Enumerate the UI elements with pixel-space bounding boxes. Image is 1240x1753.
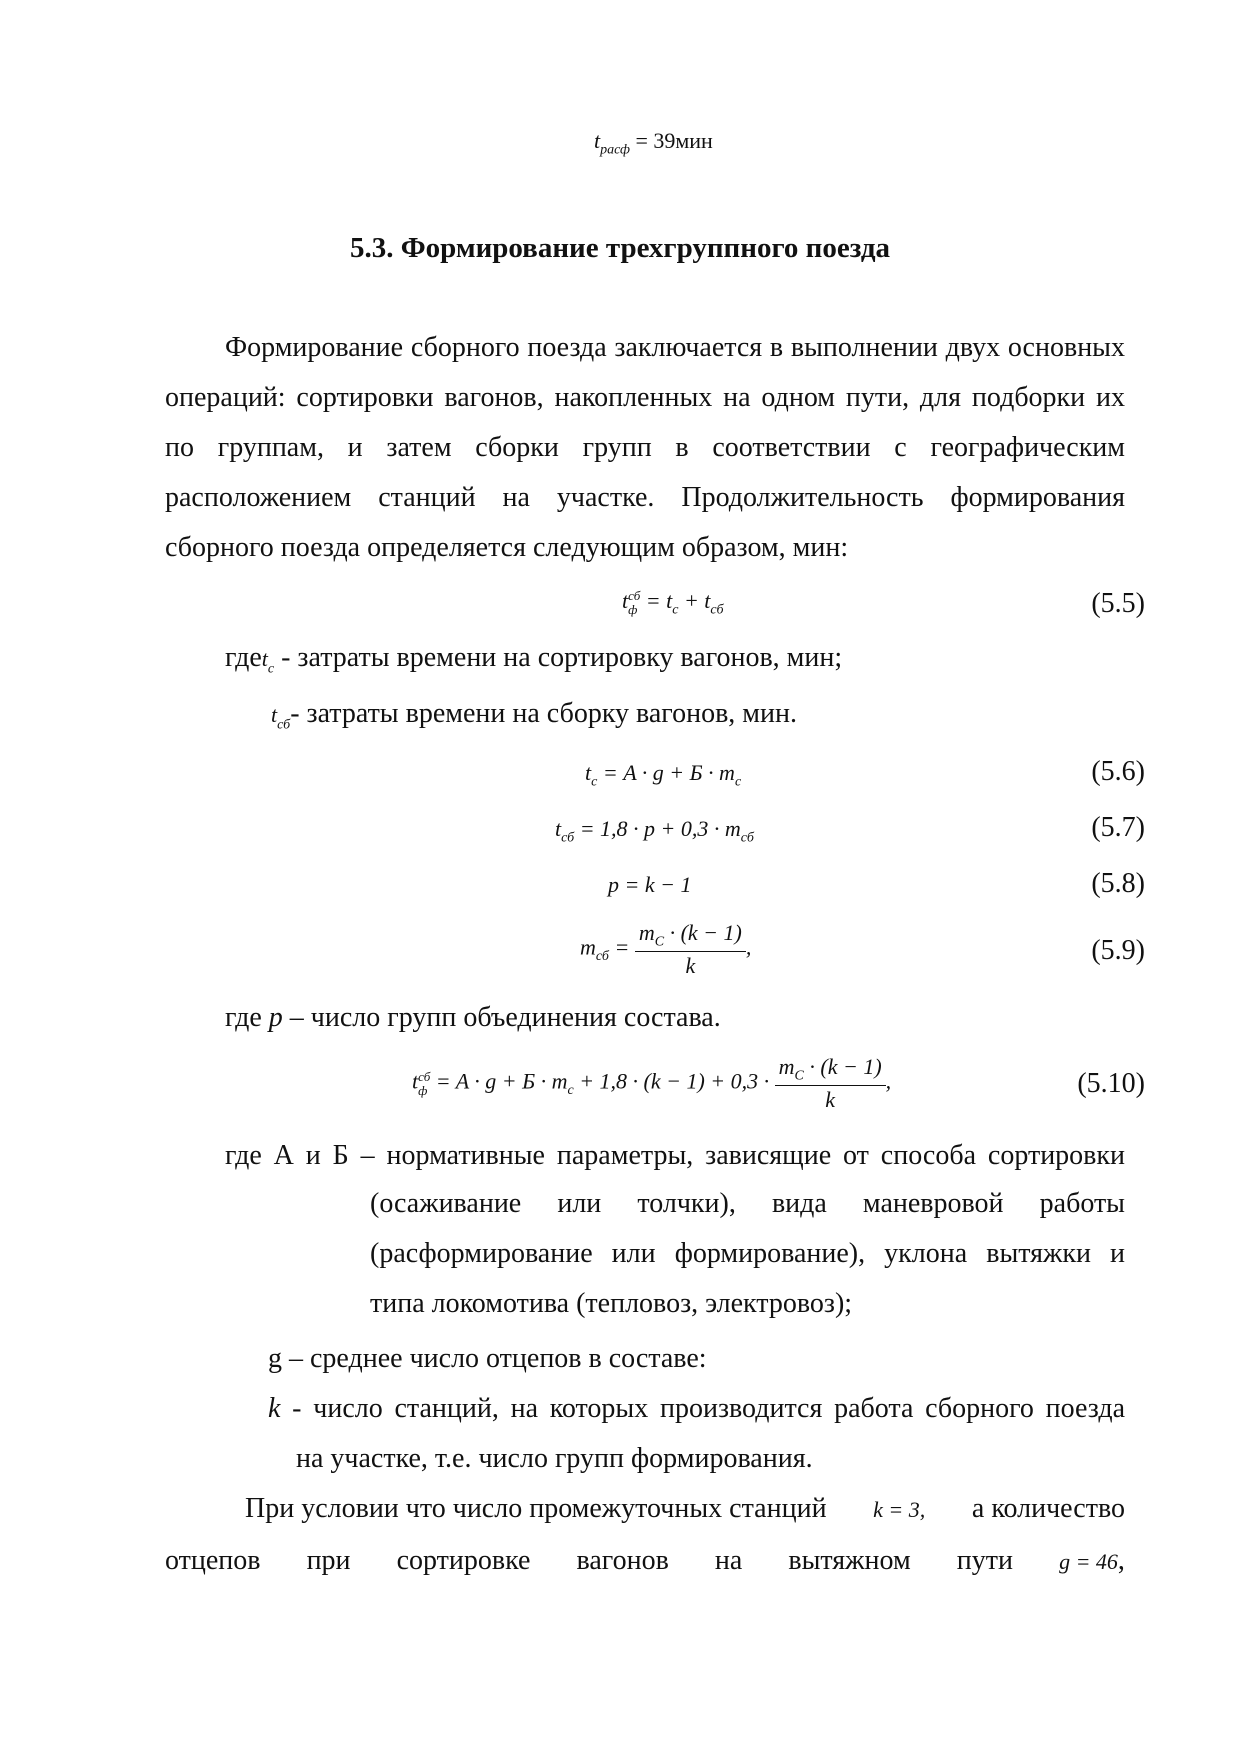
eq-5-7-lhs-sub: сб [561,830,575,846]
eq-5-5-sup: сб [628,587,641,603]
equation-number-5-9: (5.9) [1091,935,1145,966]
conclusion-word: вытяжном [788,1545,911,1576]
conclusion-g-value [1059,1545,1125,1577]
equation-5-7 [555,816,754,846]
eq-5-5-rhs2: + t [683,588,711,613]
where-k-var: k [268,1393,281,1424]
equation-5-10 [412,1054,891,1113]
conclusion-line-1 [245,1493,1125,1525]
conclusion-word: на [714,1545,743,1576]
equation-5-6 [585,760,741,790]
conclusion-word: пути [956,1545,1013,1576]
conclusion-word: при [306,1545,351,1576]
equation-number-5-10: (5.10) [1077,1068,1145,1099]
eq-5-9-eq: = [614,934,630,960]
equation-5-8: p = k − 1 [608,872,692,897]
eq-5-7-rhs: = 1,8 · p + 0,3 · m [579,816,741,841]
eq-5-10-t: t [412,1068,419,1094]
eq-5-10-denominator: k [825,1087,836,1113]
where-ab-continuation: (осаживание или толчки), вида маневровой работы (расформирование или формирование), уклона вытяжки и типа локомотива (тепловоз, электровоз); [370,1188,1125,1319]
eq-5-10-rhs2: + 1,8 · (k − 1) + 0,3 · [579,1068,770,1094]
eq-5-9-tail: , [745,934,752,960]
where-k-second-line: на участке, т.е. число групп формирования. [296,1443,813,1474]
eq-5-6-rhs-sub: с [734,774,742,790]
conclusion-k-value: k = 3, [873,1497,926,1522]
eq-5-10-rhs1: = A · g + Б · m [435,1068,568,1094]
eq-5-10-rhs1-sub: с [567,1083,574,1099]
eq-5-9-lhs: m [580,934,596,960]
eq-5-10-tail: , [885,1068,892,1094]
where-k-first-line [268,1393,1125,1425]
eq-5-7-lhs: t [555,816,562,841]
eq-5-9-denominator: k [685,953,696,979]
where-g: g – среднее число отцепов в составе: [268,1343,707,1374]
where-tsb-var: t [271,702,278,727]
eq-5-10-fraction [775,1054,886,1113]
eq-5-6-rhs: = A · g + Б · m [602,760,735,785]
conclusion-line1-text-a: При условии что число промежуточных станций [245,1493,827,1524]
eq-5-6-lhs: t [585,760,592,785]
top-formula [594,128,713,158]
where-tc [225,642,842,678]
conclusion-line-2 [165,1545,1125,1577]
where-tc-prefix: где [225,642,262,673]
top-formula-sub: расф [600,142,630,158]
eq-5-9-fraction [635,920,746,979]
where-tc-var-sub: с [267,661,275,677]
eq-5-5-rhs1-sub: с [672,602,679,618]
eq-5-7-rhs-sub: сб [740,830,754,846]
eq-5-9-numerator [635,920,746,952]
where-tsb [271,698,797,734]
where-tsb-text: - затраты времени на сборку вагонов, мин. [290,698,797,729]
eq-5-10-sub: ф [418,1082,428,1098]
where-tc-text: - затраты времени на сортировку вагонов, мин; [281,642,843,673]
equation-5-5 [622,588,724,618]
where-p [225,1002,721,1034]
eq-5-10-num-sub: C [794,1068,804,1084]
intro-paragraph: Формирование сборного поезда заключается в выполнении двух основных операций: сортировки вагонов, накопленных на одном пути, для подборки их по группам, и затем сборки групп в соответствии с географическим расположением станций на участке. Продолжительность формирования сборного поезда определяется следующим образом, мин: [165,332,1125,563]
section-title: 5.3. Формирование трехгруппного поезда [349,232,891,264]
eq-5-10-numerator [775,1054,886,1086]
eq-5-5-sub: ф [628,601,638,617]
where-tsb-var-sub: сб [277,717,291,733]
conclusion-g-tail: , [1117,1545,1125,1576]
conclusion-word: вагонов [576,1545,669,1576]
eq-5-5-t: t [622,588,629,613]
equation-number-5-6: (5.6) [1091,756,1145,787]
conclusion-line1-text-b: а количество [971,1493,1125,1524]
eq-5-9-lhs-sub: сб [595,949,609,965]
equation-number-5-8: (5.8) [1091,868,1145,899]
equation-number-5-7: (5.7) [1091,812,1145,843]
eq-5-5-rhs1: = t [645,588,673,613]
equation-5-9 [580,920,751,979]
top-formula-lhs: t [594,128,601,153]
conclusion-g-text: g = 46 [1059,1549,1118,1574]
top-formula-rhs: = 39мин [635,128,713,153]
equation-number-5-5: (5.5) [1091,588,1145,619]
eq-5-9-num-sub: C [654,934,665,950]
eq-5-9-num-m: m [638,920,655,945]
eq-5-5-rhs2-sub: сб [710,602,724,618]
where-k-text: - число станций, на которых производится работа сборного поезда [280,1393,1125,1424]
eq-5-10-num-m: m [778,1054,795,1079]
eq-5-10-num-rest: · (k − 1) [803,1054,882,1079]
conclusion-word: отцепов [165,1545,261,1576]
eq-5-9-num-rest: · (k − 1) [664,920,742,945]
conclusion-word: сортировке [396,1545,531,1576]
where-tc-var: t [261,646,268,671]
where-p-var: p [268,1002,283,1033]
eq-5-6-lhs-sub: с [591,774,598,790]
eq-5-10-sup: сб [418,1068,431,1084]
where-p-text: – число групп объединения состава. [289,1002,721,1033]
where-p-prefix: где [225,1002,262,1033]
where-ab-first-line: где А и Б – нормативные параметры, зависящие от способа сортировки [225,1140,1125,1171]
